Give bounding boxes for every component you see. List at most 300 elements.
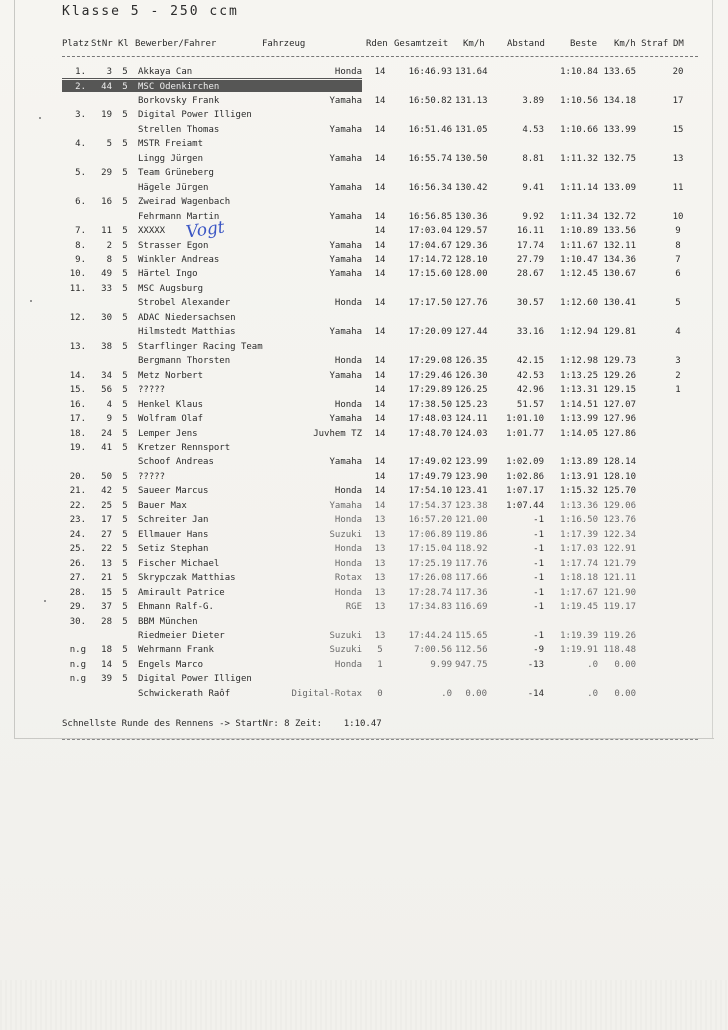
cell-kl: 5	[122, 110, 128, 121]
cell-rden: 14	[374, 370, 386, 381]
cell-kl: 5	[122, 558, 128, 569]
table-row	[0, 80, 728, 94]
cell-name: BBM München	[138, 616, 198, 627]
cell-kmh: 123.41	[455, 486, 488, 497]
scan-speck	[44, 600, 46, 602]
handwritten-note: Vogt	[184, 217, 226, 243]
cell-platz: 5.	[75, 168, 86, 179]
cell-stnr: 56	[101, 385, 112, 396]
cell-beste: 1:15.32	[560, 486, 598, 497]
cell-kmh: 0.00	[465, 688, 487, 699]
cell-kl: 5	[122, 168, 128, 179]
cell-kmh: 128.10	[455, 255, 488, 265]
cell-name: Fehrmann Martin	[138, 211, 220, 222]
cell-fahrzeug: Yamaha	[329, 240, 362, 251]
cell-platz: 30.	[69, 616, 86, 627]
cell-gesamtzeit: 17:29.46	[408, 370, 452, 381]
cell-name: Hägele Jürgen	[138, 182, 209, 193]
cell-beste: 1:12.94	[560, 327, 598, 338]
cell-platz: 10.	[69, 269, 86, 280]
table-row	[0, 600, 728, 614]
table-row	[0, 455, 728, 469]
cell-fahrzeug: Juvhem TZ	[313, 428, 362, 439]
cell-name: Strobel Alexander	[138, 298, 231, 309]
cell-kmh: 115.65	[455, 630, 488, 641]
cell-abstand: 3.89	[522, 95, 544, 106]
cell-beste: 1:17.67	[560, 587, 598, 598]
cell-rden: 14	[374, 399, 386, 410]
cell-gesamtzeit: 17:26.08	[408, 573, 452, 584]
cell-dm: 10	[672, 211, 684, 222]
cell-kmh-straf: 127.86	[603, 428, 636, 439]
cell-platz: 6.	[75, 197, 86, 208]
cell-beste: 1:10.84	[560, 67, 598, 77]
table-row	[0, 398, 728, 412]
cell-rden: 14	[374, 67, 386, 77]
cell-platz: 29.	[69, 602, 86, 612]
cell-fahrzeug: Yamaha	[329, 327, 362, 338]
cell-name: Ellmauer Hans	[138, 529, 209, 540]
cell-gesamtzeit: 16:56.34	[408, 182, 452, 193]
cell-gesamtzeit: 7:00.56	[414, 645, 452, 656]
cell-gesamtzeit: 17:44.24	[408, 630, 452, 641]
cell-platz: 20.	[69, 471, 86, 482]
cell-dm: 4	[675, 327, 681, 338]
cell-name: Schoof Andreas	[138, 457, 214, 468]
cell-kmh-straf: 0.00	[614, 688, 636, 699]
cell-beste: 1:10.56	[560, 95, 598, 106]
cell-kmh-straf: 133.56	[603, 226, 636, 237]
cell-gesamtzeit: 17:17.50	[408, 298, 452, 309]
cell-abstand: 42.15	[516, 356, 544, 367]
table-row	[0, 253, 728, 267]
cell-fahrzeug: Honda	[334, 298, 362, 309]
cell-platz: n.g	[69, 645, 86, 656]
cell-gesamtzeit: 17:34.83	[408, 602, 452, 612]
header-dm: DM	[673, 39, 684, 49]
cell-kl: 5	[122, 197, 128, 208]
cell-stnr: 28	[101, 616, 112, 627]
cell-kmh: 123.90	[455, 471, 488, 482]
table-row	[0, 427, 728, 441]
cell-beste: 1:13.99	[560, 414, 598, 424]
cell-abstand: -1	[533, 529, 544, 540]
cell-beste: 1:10.66	[560, 124, 598, 135]
cell-kl: 5	[122, 645, 128, 656]
cell-kmh: 129.36	[455, 240, 488, 251]
cell-fahrzeug: Digital-Rotax	[291, 688, 362, 699]
cell-kmh: 127.44	[455, 327, 488, 338]
cell-abstand: -13	[527, 659, 544, 670]
cell-kmh: 123.38	[455, 500, 488, 511]
cell-rden: 13	[374, 544, 386, 555]
cell-kmh: 124.11	[455, 414, 488, 424]
cell-platz: n.g	[69, 674, 86, 685]
cell-kmh-straf: 122.34	[603, 529, 636, 540]
table-row	[0, 615, 728, 629]
table-row	[0, 210, 728, 224]
cell-kmh-straf: 121.11	[603, 573, 636, 584]
cell-rden: 14	[374, 471, 386, 482]
page-title: Klasse 5 - 250 ccm	[62, 4, 239, 19]
cell-name: ?????	[138, 385, 166, 396]
cell-beste: 1:10.47	[560, 255, 598, 265]
cell-beste: 1:13.91	[560, 471, 598, 482]
table-row	[0, 672, 728, 686]
cell-stnr: 13	[101, 558, 112, 569]
cell-dm: 11	[672, 182, 684, 193]
table-row	[0, 441, 728, 455]
cell-name: Bauer Max	[138, 500, 187, 511]
cell-stnr: 37	[101, 602, 112, 612]
cell-dm: 15	[672, 124, 684, 135]
cell-abstand: -1	[533, 515, 544, 526]
cell-rden: 14	[374, 182, 386, 193]
cell-stnr: 42	[101, 486, 112, 497]
cell-kl: 5	[122, 139, 128, 150]
cell-fahrzeug: Honda	[334, 544, 362, 555]
cell-platz: 9.	[75, 255, 86, 265]
cell-abstand: 16.11	[516, 226, 544, 237]
table-row	[0, 369, 728, 383]
cell-platz: 22.	[69, 500, 86, 511]
cell-fahrzeug: Yamaha	[329, 457, 362, 468]
cell-rden: 14	[374, 211, 386, 222]
table-row	[0, 123, 728, 137]
cell-rden: 13	[374, 558, 386, 569]
cell-rden: 14	[374, 414, 386, 424]
table-row	[0, 542, 728, 556]
cell-name: Akkaya Can	[138, 67, 193, 77]
cell-gesamtzeit: 17:15.60	[408, 269, 452, 280]
table-row	[0, 181, 728, 195]
cell-kmh-straf: 123.76	[603, 515, 636, 526]
cell-dm: 8	[675, 240, 681, 251]
cell-name: Lemper Jens	[138, 428, 198, 439]
cell-name: Engels Marco	[138, 659, 204, 670]
paper-grain	[0, 980, 728, 1030]
cell-kl: 5	[122, 529, 128, 540]
cell-stnr: 30	[101, 312, 112, 323]
cell-beste: 1:12.60	[560, 298, 598, 309]
cell-gesamtzeit: 17:25.19	[408, 558, 452, 569]
cell-fahrzeug: Yamaha	[329, 269, 362, 280]
cell-kl: 5	[122, 226, 128, 237]
cell-kmh-straf: 118.48	[603, 645, 636, 656]
cell-kmh-straf: 130.67	[603, 269, 636, 280]
cell-kmh-straf: 128.10	[603, 471, 636, 482]
cell-kmh-straf: 128.14	[603, 457, 636, 468]
table-row	[0, 629, 728, 643]
cell-fahrzeug: Yamaha	[329, 182, 362, 193]
cell-kmh-straf: 119.26	[603, 630, 636, 641]
cell-gesamtzeit: 16:55.74	[408, 153, 452, 164]
cell-platz: 15.	[69, 385, 86, 396]
cell-rden: 14	[374, 153, 386, 164]
cell-kmh: 131.13	[455, 95, 488, 106]
cell-kl: 5	[122, 283, 128, 294]
cell-name: Saueer Marcus	[138, 486, 209, 497]
cell-rden: 14	[374, 226, 386, 237]
cell-stnr: 9	[106, 414, 112, 424]
cell-kl: 5	[122, 255, 128, 265]
cell-beste: 1:12.98	[560, 356, 598, 367]
cell-name: Team Grüneberg	[138, 168, 214, 179]
cell-beste: 1:18.18	[560, 573, 598, 584]
cell-name: Fischer Michael	[138, 558, 220, 569]
cell-name: Riedmeier Dieter	[138, 630, 225, 641]
cell-kmh-straf: 125.70	[603, 486, 636, 497]
cell-kmh: 130.42	[455, 182, 488, 193]
cell-fahrzeug: Rotax	[334, 573, 362, 584]
cell-kl: 5	[122, 674, 128, 685]
cell-abstand: -14	[527, 688, 544, 699]
cell-name: Henkel Klaus	[138, 399, 204, 410]
cell-beste: 1:13.89	[560, 457, 598, 468]
cell-name: MSC Augsburg	[138, 283, 204, 294]
cell-abstand: -1	[533, 587, 544, 598]
cell-fahrzeug: Honda	[334, 515, 362, 526]
cell-dm: 20	[672, 67, 684, 77]
cell-kl: 5	[122, 414, 128, 424]
cell-dm: 2	[675, 370, 681, 381]
cell-kmh: 128.00	[455, 269, 488, 280]
cell-abstand: 1:02.09	[506, 457, 544, 468]
header-platz: Platz	[62, 39, 90, 49]
cell-stnr: 44	[101, 81, 112, 92]
cell-kmh-straf: 129.81	[603, 327, 636, 338]
cell-beste: 1:11.14	[560, 182, 598, 193]
cell-kl: 5	[122, 486, 128, 497]
table-row	[0, 311, 728, 325]
cell-stnr: 38	[101, 341, 112, 352]
cell-kl: 5	[122, 544, 128, 555]
header-kmh-straf: Km/h Straf	[614, 39, 669, 49]
cell-stnr: 19	[101, 110, 112, 121]
cell-kl: 5	[122, 500, 128, 511]
cell-kl: 5	[122, 81, 128, 92]
cell-name: MSC Odenkirchen	[138, 81, 220, 92]
table-row	[0, 687, 728, 701]
cell-dm: 3	[675, 356, 681, 367]
cell-fahrzeug: Yamaha	[329, 500, 362, 511]
cell-fahrzeug: Suzuki	[329, 645, 362, 656]
cell-kmh: 118.92	[455, 544, 488, 555]
cell-dm: 17	[672, 95, 684, 106]
cell-stnr: 5	[106, 139, 112, 150]
cell-rden: 14	[374, 327, 386, 338]
cell-stnr: 11	[101, 226, 112, 237]
table-row	[0, 528, 728, 542]
cell-kmh: 123.99	[455, 457, 488, 468]
cell-abstand: 1:07.17	[506, 486, 544, 497]
cell-stnr: 16	[101, 197, 112, 208]
cell-kl: 5	[122, 471, 128, 482]
header-divider	[62, 56, 698, 57]
table-row	[0, 224, 728, 238]
cell-fahrzeug: Honda	[334, 587, 362, 598]
cell-kmh: 947.75	[455, 659, 488, 670]
cell-platz: 26.	[69, 558, 86, 569]
cell-stnr: 15	[101, 587, 112, 598]
header-rden: Rden	[366, 39, 388, 49]
cell-beste: 1:12.45	[560, 269, 598, 280]
cell-kmh-straf: 127.07	[603, 399, 636, 410]
cell-rden: 14	[374, 486, 386, 497]
cell-gesamtzeit: 17:54.10	[408, 486, 452, 497]
cell-rden: 1	[377, 659, 383, 670]
cell-stnr: 25	[101, 500, 112, 511]
table-row	[0, 94, 728, 108]
cell-name: Strellen Thomas	[138, 124, 220, 135]
cell-stnr: 49	[101, 269, 112, 280]
cell-rden: 13	[374, 630, 386, 641]
cell-kmh: 125.23	[455, 399, 488, 410]
cell-gesamtzeit: 17:49.02	[408, 457, 452, 468]
cell-kmh: 129.57	[455, 226, 488, 237]
cell-gesamtzeit: 17:15.04	[408, 544, 452, 555]
cell-beste: 1:14.05	[560, 428, 598, 439]
cell-kmh: 126.35	[455, 356, 488, 367]
header-fahrzeug: Fahrzeug	[262, 39, 306, 49]
cell-fahrzeug: Suzuki	[329, 630, 362, 641]
table-row	[0, 643, 728, 657]
cell-fahrzeug: Yamaha	[329, 414, 362, 424]
cell-rden: 14	[374, 385, 386, 396]
cell-gesamtzeit: .0	[441, 688, 452, 699]
cell-kl: 5	[122, 573, 128, 584]
cell-abstand: 8.81	[522, 153, 544, 164]
cell-beste: 1:14.51	[560, 399, 598, 410]
cell-gesamtzeit: 17:03.04	[408, 226, 452, 237]
cell-name: Digital Power Illigen	[138, 674, 252, 685]
table-row	[0, 586, 728, 600]
cell-beste: 1:19.39	[560, 630, 598, 641]
cell-kl: 5	[122, 269, 128, 280]
cell-rden: 0	[377, 688, 383, 699]
cell-kl: 5	[122, 515, 128, 526]
cell-platz: 8.	[75, 240, 86, 251]
cell-name: Amirault Patrice	[138, 587, 225, 598]
cell-beste: 1:19.45	[560, 602, 598, 612]
cell-rden: 13	[374, 515, 386, 526]
cell-beste: 1:11.34	[560, 211, 598, 222]
cell-name: Bergmann Thorsten	[138, 356, 231, 367]
cell-stnr: 29	[101, 168, 112, 179]
cell-gesamtzeit: 17:48.70	[408, 428, 452, 439]
cell-kmh-straf: 133.99	[603, 124, 636, 135]
cell-kl: 5	[122, 602, 128, 612]
cell-abstand: 30.57	[516, 298, 544, 309]
cell-abstand: 9.92	[522, 211, 544, 222]
cell-name: Kretzer Rennsport	[138, 443, 231, 453]
footer-divider	[62, 739, 698, 740]
header-abstand: Abstand	[507, 39, 545, 49]
cell-abstand: 17.74	[516, 240, 544, 251]
cell-fahrzeug: Yamaha	[329, 124, 362, 135]
cell-gesamtzeit: 16:56.85	[408, 211, 452, 222]
scan-speck	[30, 300, 32, 302]
cell-fahrzeug: Yamaha	[329, 211, 362, 222]
cell-abstand: 1:01.10	[506, 414, 544, 424]
cell-abstand: 33.16	[516, 327, 544, 338]
table-row	[0, 470, 728, 484]
cell-name: Winkler Andreas	[138, 255, 220, 265]
cell-stnr: 3	[106, 67, 112, 77]
header-beste: Beste	[570, 39, 598, 49]
cell-rden: 14	[374, 457, 386, 468]
cell-gesamtzeit: 17:06.89	[408, 529, 452, 540]
cell-name: Skrypczak Matthias	[138, 573, 236, 584]
cell-rden: 14	[374, 255, 386, 265]
cell-gesamtzeit: 17:28.74	[408, 587, 452, 598]
cell-stnr: 4	[106, 399, 112, 410]
cell-rden: 14	[374, 500, 386, 511]
cell-kmh-straf: 0.00	[614, 659, 636, 670]
cell-platz: n.g	[69, 659, 86, 670]
cell-kmh: 130.36	[455, 211, 488, 222]
cell-rden: 14	[374, 240, 386, 251]
cell-platz: 1.	[75, 67, 86, 77]
cell-beste: 1:13.36	[560, 500, 598, 511]
scan-speck	[39, 117, 41, 119]
cell-kl: 5	[122, 67, 128, 77]
cell-name: Wehrmann Frank	[138, 645, 214, 656]
cell-gesamtzeit: 16:50.82	[408, 95, 452, 106]
cell-fahrzeug: Yamaha	[329, 255, 362, 265]
cell-name: Metz Norbert	[138, 370, 204, 381]
cell-name: ADAC Niedersachsen	[138, 312, 236, 323]
cell-platz: 16.	[69, 399, 86, 410]
cell-stnr: 50	[101, 471, 112, 482]
cell-platz: 13.	[69, 341, 86, 352]
cell-stnr: 8	[106, 255, 112, 265]
cell-kmh-straf: 132.11	[603, 240, 636, 251]
table-row	[0, 484, 728, 498]
cell-gesamtzeit: 16:51.46	[408, 124, 452, 135]
header-stnr: StNr	[91, 39, 113, 49]
cell-name: Schreiter Jan	[138, 515, 209, 526]
cell-stnr: 41	[101, 443, 112, 453]
table-row	[0, 499, 728, 513]
table-row	[0, 166, 728, 180]
cell-kmh: 116.69	[455, 602, 488, 612]
cell-kl: 5	[122, 312, 128, 323]
cell-gesamtzeit: 17:29.08	[408, 356, 452, 367]
cell-kl: 5	[122, 587, 128, 598]
cell-platz: 3.	[75, 110, 86, 121]
cell-kmh: 117.66	[455, 573, 488, 584]
cell-name: MSTR Freiamt	[138, 139, 204, 150]
cell-gesamtzeit: 17:48.03	[408, 414, 452, 424]
cell-beste: .0	[587, 688, 598, 699]
cell-gesamtzeit: 16:46.93	[408, 67, 452, 77]
cell-beste: 1:17.39	[560, 529, 598, 540]
cell-abstand: 42.53	[516, 370, 544, 381]
header-kl: Kl	[118, 39, 129, 49]
cell-platz: 21.	[69, 486, 86, 497]
cell-kmh: 130.50	[455, 153, 488, 164]
cell-abstand: 4.53	[522, 124, 544, 135]
cell-abstand: -1	[533, 544, 544, 555]
cell-gesamtzeit: 16:57.20	[408, 515, 452, 526]
cell-abstand: -1	[533, 630, 544, 641]
cell-rden: 14	[374, 428, 386, 439]
cell-platz: 23.	[69, 515, 86, 526]
cell-platz: 27.	[69, 573, 86, 584]
cell-rden: 14	[374, 95, 386, 106]
cell-platz: 2.	[75, 81, 86, 92]
